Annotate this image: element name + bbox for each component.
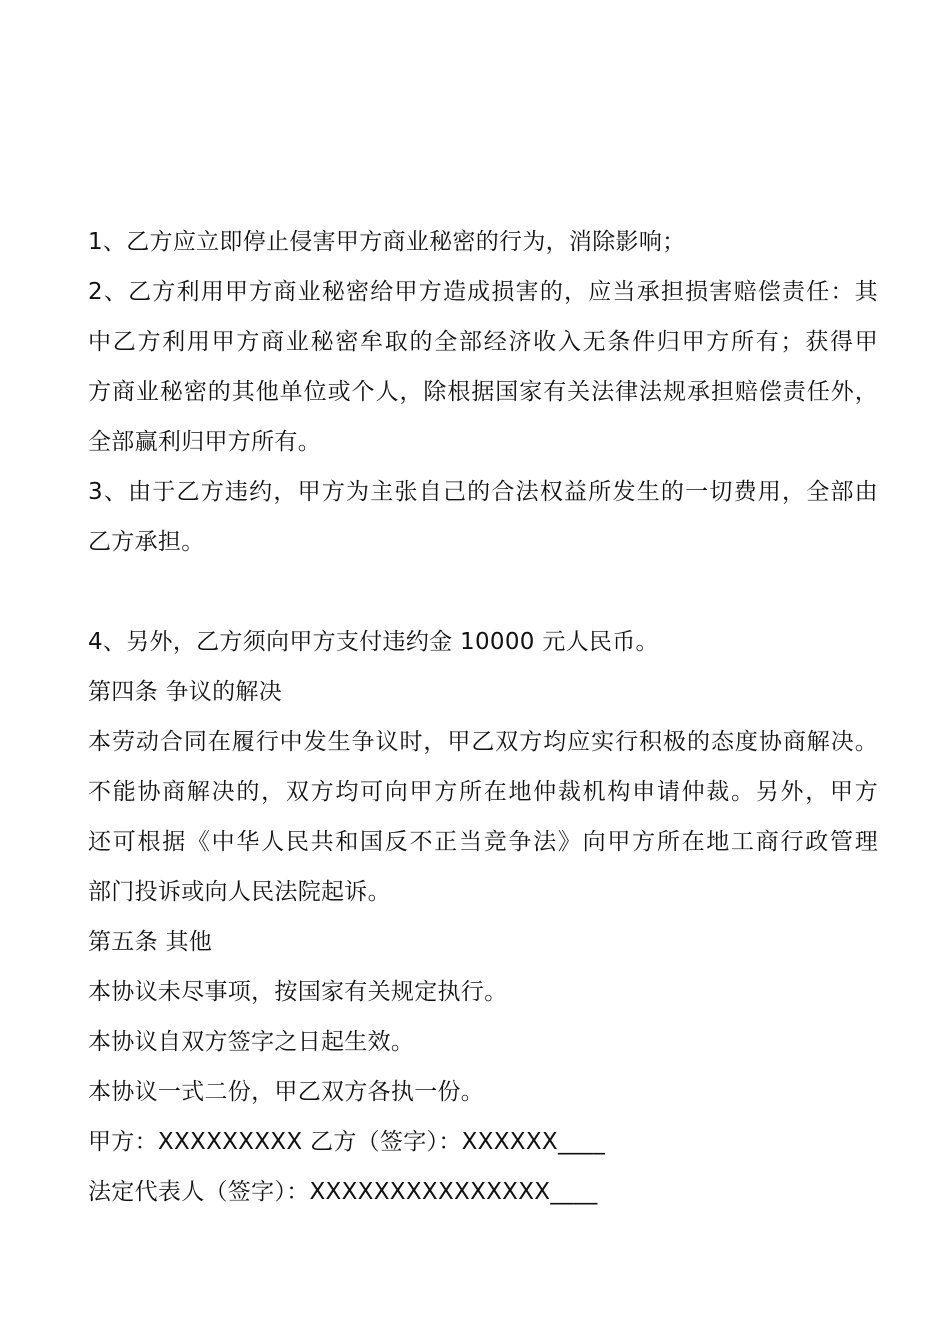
clause-item-2-line-4: 全部赢利归甲方所有。 — [88, 429, 321, 455]
paragraph-gap — [88, 567, 878, 617]
clause-item-2-line-3: 方商业秘密的其他单位或个人，除根据国家有关法律法规承担赔偿责任外， — [88, 379, 878, 405]
article-5-heading: 第五条 其他 — [88, 929, 213, 955]
article-4-line-3: 还可根据《中华人民共和国反不正当竞争法》向甲方所在地工商行政管理 — [88, 829, 878, 855]
article-4-line-4: 部门投诉或向人民法院起诉。 — [88, 879, 391, 905]
document-body — [88, 217, 878, 1217]
clause-item-2-line-2: 中乙方利用甲方商业秘密牟取的全部经济收入无条件归甲方所有；获得甲 — [88, 329, 878, 355]
signature-party-line: 甲方：XXXXXXXXX 乙方（签字）：XXXXXX____ — [88, 1129, 606, 1155]
legal-representative-signature-line: 法定代表人（签字）：XXXXXXXXXXXXXXX____ — [88, 1179, 598, 1205]
clause-item-1: 1、乙方应立即停止侵害甲方商业秘密的行为，消除影响； — [88, 229, 686, 255]
clause-item-4: 4、另外，乙方须向甲方支付违约金 10000 元人民币。 — [88, 629, 659, 655]
article-4-line-1: 本劳动合同在履行中发生争议时，甲乙双方均应实行积极的态度协商解决。 — [88, 729, 878, 755]
clause-item-2-line-1: 2、乙方利用甲方商业秘密给甲方造成损害的，应当承担损害赔偿责任：其 — [88, 279, 878, 305]
article-5-line-1: 本协议未尽事项，按国家有关规定执行。 — [88, 979, 508, 1005]
article-4-heading: 第四条 争议的解决 — [88, 679, 283, 705]
article-5-line-2: 本协议自双方签字之日起生效。 — [88, 1029, 415, 1055]
article-4-line-2: 不能协商解决的，双方均可向甲方所在地仲裁机构申请仲裁。另外，甲方 — [88, 779, 878, 805]
clause-item-3-line-1: 3、由于乙方违约，甲方为主张自己的合法权益所发生的一切费用，全部由 — [88, 479, 878, 505]
clause-item-3-line-2: 乙方承担。 — [88, 529, 205, 555]
article-5-line-3: 本协议一式二份，甲乙双方各执一份。 — [88, 1079, 485, 1105]
